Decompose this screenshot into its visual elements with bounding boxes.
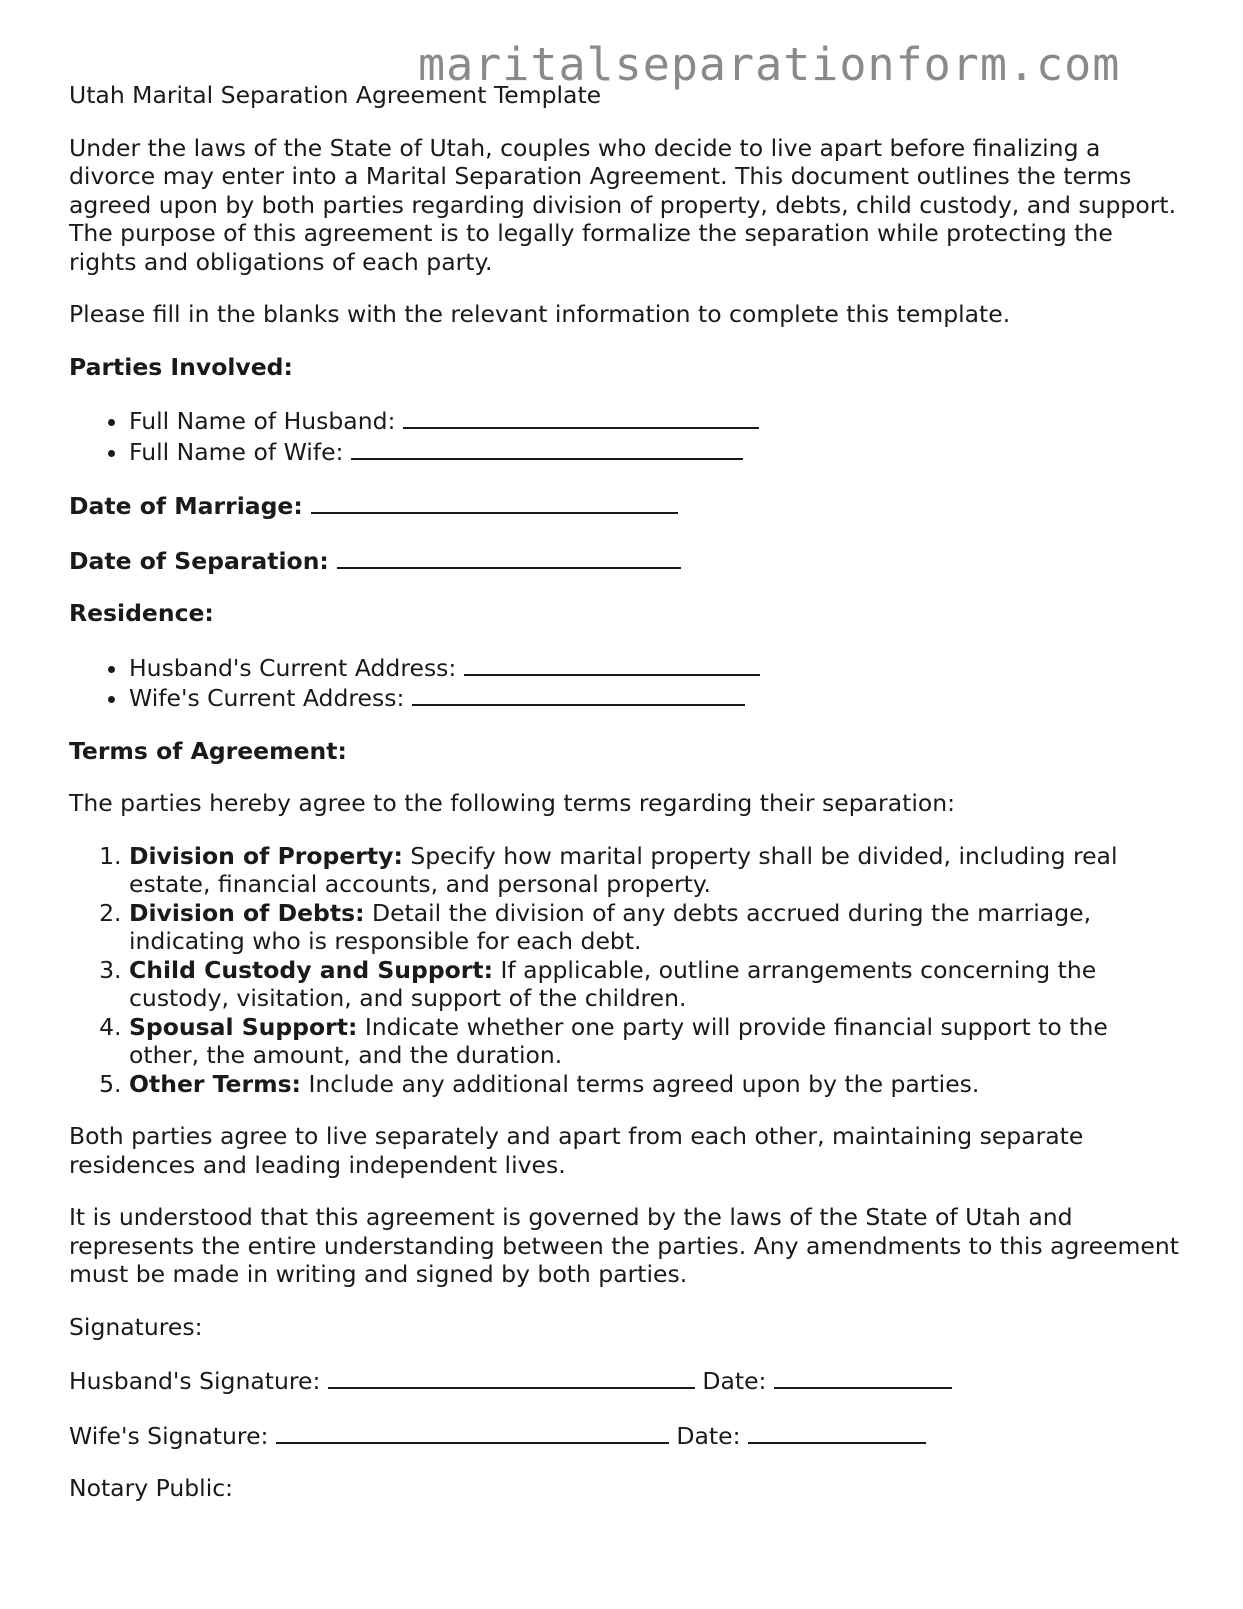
wife-name-label: Full Name of Wife: — [129, 437, 344, 466]
marriage-date-field[interactable] — [311, 490, 678, 514]
list-item — [129, 956, 1179, 1013]
list-item — [129, 1013, 1179, 1070]
wife-address-field[interactable] — [412, 682, 745, 706]
husband-name-field[interactable] — [403, 405, 759, 429]
term-text: Specify how marital property shall be divided, including real estate, financial accounts, and personal property. — [129, 841, 1118, 898]
document-title: Utah Marital Separation Agreement Template — [69, 81, 602, 109]
watermark: maritalseparationform.com — [418, 38, 1121, 91]
wife-name-field[interactable] — [351, 436, 743, 460]
separation-date-label: Date of Separation: — [69, 546, 329, 575]
list-item — [129, 842, 1179, 899]
terms-list — [69, 842, 1179, 1099]
husband-signature-label: Husband's Signature: — [69, 1367, 321, 1395]
list-item — [129, 899, 1179, 956]
separation-date-field[interactable] — [337, 545, 681, 569]
intro-paragraph: Under the laws of the State of Utah, couples who decide to live apart before finalizing a divorce may enter into a Marital Separation Agreement. This document outlines the terms agreed upon by both parties regarding division of property, debts, child custody, and support. The purpose of this agreement is to legally formalize the separation while protecting the rights and obligations of each party. — [69, 133, 1177, 276]
wife-address-label: Wife's Current Address: — [129, 684, 405, 712]
husband-date-label: Date: — [702, 1367, 767, 1395]
term-label: Division of Property: — [129, 841, 403, 870]
list-item — [129, 652, 1179, 683]
list-item — [129, 405, 1179, 436]
list-item — [129, 436, 1179, 467]
notary-label: Notary Public: — [69, 1474, 234, 1502]
governing-law-paragraph: It is understood that this agreement is governed by the laws of the State of Utah and represents the entire understanding between the parties. Any amendments to this agreement must be made in writing and signed by both parties. — [69, 1203, 1179, 1288]
husband-name-label: Full Name of Husband: — [129, 407, 396, 435]
husband-signature-row — [69, 1365, 1179, 1396]
husband-date-field[interactable] — [774, 1365, 952, 1389]
term-text: Detail the division of any debts accrued during the marriage, indicating who is responsible for each debt. — [129, 898, 1092, 955]
terms-intro: The parties hereby agree to the following terms regarding their separation: — [69, 789, 956, 817]
residence-heading: Residence: — [69, 599, 214, 627]
list-item — [129, 1070, 1179, 1099]
term-label: Spousal Support: — [129, 1012, 358, 1041]
wife-date-label: Date: — [676, 1421, 741, 1450]
live-apart-paragraph: Both parties agree to live separately and apart from each other, maintaining separate residences and leading independent lives. — [69, 1122, 1084, 1179]
parties-list — [69, 405, 1179, 466]
term-label: Child Custody and Support: — [129, 955, 494, 984]
term-text: Indicate whether one party will provide financial support to the other, the amount, and the duration. — [129, 1012, 1108, 1069]
instruction-paragraph: Please fill in the blanks with the relevant information to complete this template. — [69, 300, 1011, 328]
term-text: Include any additional terms agreed upon by the parties. — [308, 1069, 980, 1098]
marriage-date-label: Date of Marriage: — [69, 492, 303, 520]
wife-signature-field[interactable] — [276, 1420, 669, 1444]
signatures-heading: Signatures: — [69, 1312, 203, 1341]
term-label: Other Terms: — [129, 1069, 301, 1098]
husband-address-label: Husband's Current Address: — [129, 653, 457, 682]
list-item — [129, 682, 1179, 713]
parties-heading: Parties Involved: — [69, 352, 293, 381]
term-label: Division of Debts: — [129, 898, 365, 927]
wife-signature-label: Wife's Signature: — [69, 1421, 269, 1450]
separation-date-row — [69, 545, 1179, 576]
husband-signature-field[interactable] — [328, 1365, 695, 1389]
residence-list — [69, 652, 1179, 713]
document-page — [69, 81, 1179, 1527]
husband-address-field[interactable] — [464, 652, 760, 676]
marriage-date-row — [69, 490, 1179, 521]
terms-heading: Terms of Agreement: — [69, 736, 347, 765]
wife-date-field[interactable] — [748, 1420, 926, 1444]
wife-signature-row — [69, 1420, 1179, 1451]
term-text: If applicable, outline arrangements concerning the custody, visitation, and support of the children. — [129, 955, 1097, 1012]
